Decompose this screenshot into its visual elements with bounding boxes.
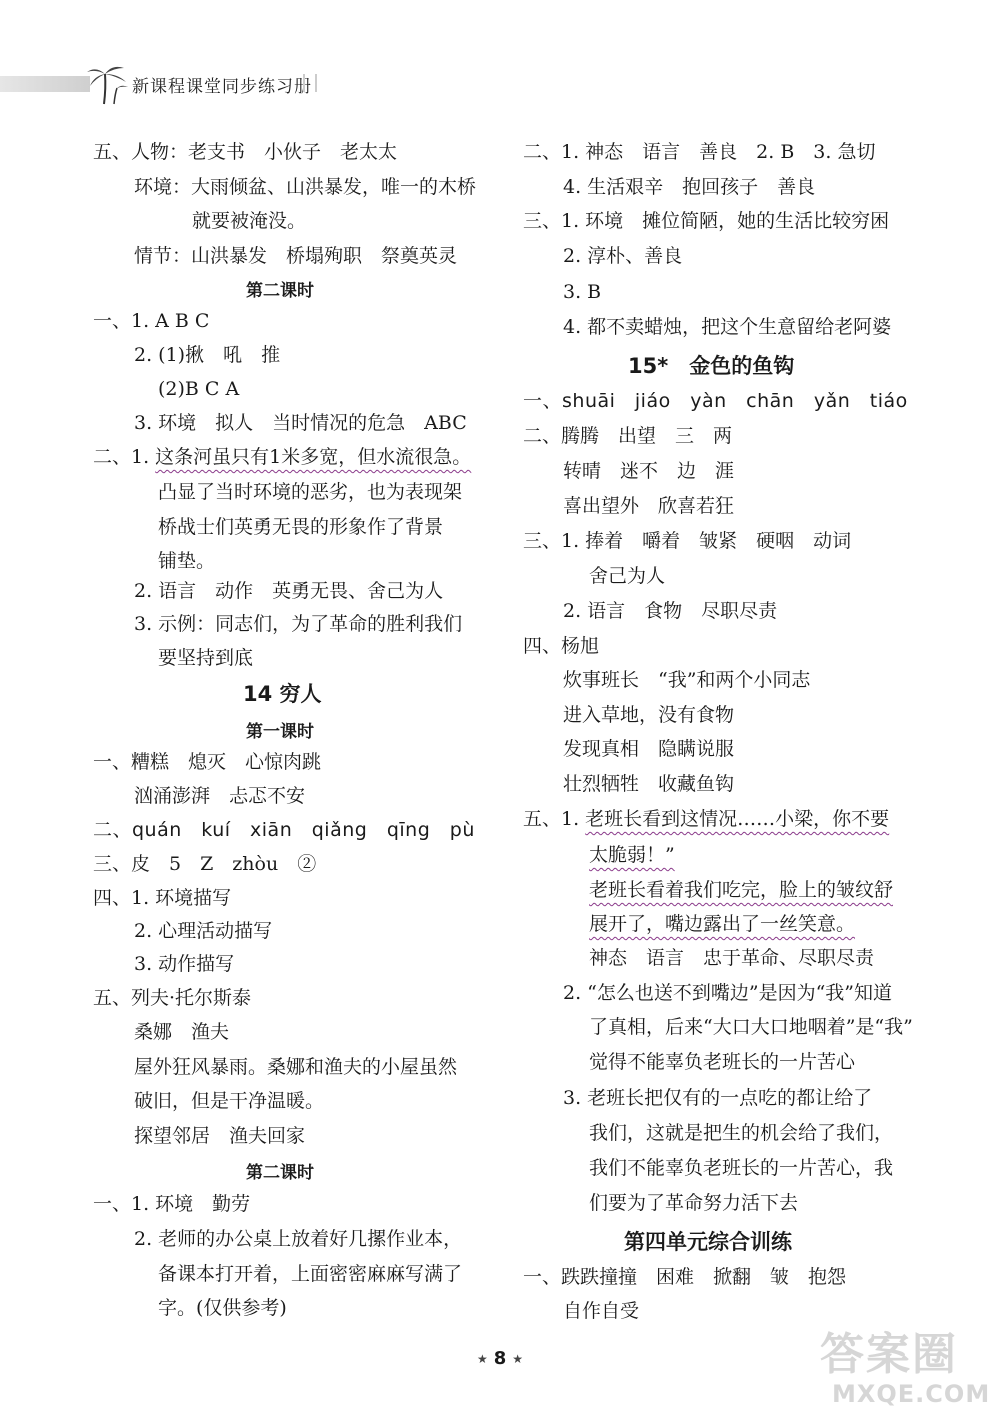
- wavy-underlined-text: 老班长看着我们吃完，脸上的皱纹舒: [589, 879, 894, 901]
- text-line: 觉得不能辜负老班长的一片苦心: [589, 1051, 856, 1073]
- text-line: 2. “怎么也送不到嘴边”是因为“我”知道: [563, 982, 893, 1004]
- header-title: 新课程课堂同步练习册: [132, 77, 312, 97]
- text-line: 破旧，但是干净温暖。: [134, 1090, 325, 1112]
- text-line: 四、1. 环境描写: [93, 887, 232, 909]
- text-line: 一、跌跌撞撞 困难 掀翻 皱 抱怨: [523, 1266, 847, 1288]
- text-line: [93, 444, 471, 470]
- text-line: 二、1. 神态 语言 善良 2. B 3. 急切: [523, 141, 876, 163]
- lesson-heading: 14 穷人: [243, 682, 322, 706]
- text-line: 们要为了革命努力活下去: [589, 1192, 799, 1214]
- text-line: 汹涌澎湃 忐忑不安: [134, 785, 306, 807]
- text-prefix: 二、1.: [93, 446, 156, 468]
- text-line: 2. 语言 食物 尽职尽责: [563, 600, 778, 622]
- watermark-logo-text: 答案圈: [820, 1329, 958, 1380]
- text-line: 三、皮 5 Z zhòu ②: [93, 853, 317, 875]
- text-line: 我们，这就是把生的机会给了我们，: [589, 1122, 894, 1144]
- star-icon: ★: [512, 1352, 524, 1366]
- text-line: 一、1. 环境 勤劳: [93, 1193, 251, 1215]
- text-line: 发现真相 隐瞒说服: [563, 738, 735, 760]
- section-heading: 第一课时: [246, 722, 314, 742]
- text-line: 了真相，后来“大口大口地咽着”是“我”: [589, 1016, 913, 1038]
- text-line: 2. 语言 动作 英勇无畏、舍己为人: [134, 580, 444, 602]
- text-line: 3. 环境 拟人 当时情况的危急 ABC: [134, 412, 467, 434]
- text-line: 进入草地，没有食物: [563, 704, 735, 726]
- text-line: 一、shuāi jiáo yàn chān yǎn tiáo: [523, 390, 908, 412]
- page-number: 8: [493, 1348, 507, 1369]
- text-line: 备课本打开着，上面密密麻麻写满了: [158, 1263, 463, 1285]
- text-line: 凸显了当时环境的恶劣，也为表现架: [158, 481, 463, 503]
- text-line: 我们不能辜负老班长的一片苦心，我: [589, 1157, 894, 1179]
- text-line: 探望邻居 渔夫回家: [134, 1125, 306, 1147]
- text-line: [523, 806, 889, 832]
- header-bar: [0, 76, 90, 92]
- text-line: 一、1. A B C: [93, 310, 210, 332]
- text-line: 四、杨旭: [523, 635, 600, 657]
- text-line: 铺垫。: [158, 550, 216, 572]
- text-line: 情节：山洪暴发 桥塌殉职 祭奠英灵: [134, 245, 458, 267]
- text-line: 喜出望外 欣喜若狂: [563, 495, 735, 517]
- text-line: 三、1. 捧着 嚼着 皱紧 硬咽 动词: [523, 530, 852, 552]
- text-line: 桑娜 渔夫: [134, 1021, 230, 1043]
- text-line: (2)B C A: [158, 378, 240, 400]
- text-line: 2. 淳朴、善良: [563, 245, 683, 267]
- text-line: 舍己为人: [589, 565, 666, 587]
- text-prefix: 五、1.: [523, 808, 586, 830]
- text-line: 3. 动作描写: [134, 953, 235, 975]
- text-line: 4. 生活艰辛 抱回孩子 善良: [563, 176, 816, 198]
- text-line: 二、腾腾 出望 三 两: [523, 425, 733, 447]
- watermark: [820, 1318, 995, 1418]
- text-line: 就要被淹没。: [192, 210, 307, 232]
- text-line: 屋外狂风暴雨。桑娜和渔夫的小屋虽然: [134, 1056, 458, 1078]
- text-line: 字。(仅供参考): [158, 1297, 287, 1319]
- text-line: 五、列夫·托尔斯泰: [93, 987, 252, 1009]
- wavy-underlined-text: 这条河虽只有1米多宽，但水流很急。: [155, 446, 472, 468]
- star-icon: ★: [476, 1352, 488, 1366]
- text-line: 环境：大雨倾盆、山洪暴发，唯一的木桥: [134, 176, 477, 198]
- header-divider: [303, 74, 317, 92]
- unit-heading: 第四单元综合训练: [624, 1230, 792, 1254]
- text-line: 3. 示例：同志们，为了革命的胜利我们: [134, 613, 463, 635]
- section-heading: 第二课时: [246, 281, 314, 301]
- text-line: 炊事班长 “我”和两个小同志: [563, 669, 811, 691]
- text-line: 要坚持到底: [158, 647, 254, 669]
- text-line: 二、quán kuí xiān qiǎng qīng pù: [93, 819, 475, 841]
- page-header: [0, 60, 1000, 110]
- text-line: 壮烈牺牲 收藏鱼钩: [563, 773, 735, 795]
- text-line: 2. 心理活动描写: [134, 920, 273, 942]
- wavy-underlined-text: 老班长看到这情况……小梁，你不要: [585, 808, 890, 830]
- text-line: 三、1. 环境 摊位简陋，她的生活比较穷困: [523, 210, 890, 232]
- wavy-underlined-text: 太脆弱！”: [589, 844, 675, 866]
- text-line: 4. 都不卖蜡烛，把这个生意留给老阿婆: [563, 316, 892, 338]
- text-line: 2. 老师的办公桌上放着好几摞作业本，: [134, 1228, 463, 1250]
- palm-tree-icon: [84, 60, 130, 106]
- text-line: 3. B: [563, 281, 602, 303]
- text-line: 转晴 迷不 边 涯: [563, 460, 735, 482]
- text-line: 3. 老班长把仅有的一点吃的都让给了: [563, 1087, 873, 1109]
- section-heading: 第二课时: [246, 1163, 314, 1183]
- text-line: 桥战士们英勇无畏的形象作了背景: [158, 516, 444, 538]
- text-line: 2. (1)揪 吼 推: [134, 344, 281, 366]
- text-line: 一、糟糕 熄灭 心惊肉跳: [93, 751, 322, 773]
- wavy-underlined-text: 展开了，嘴边露出了一丝笑意。: [589, 913, 856, 935]
- text-line: 五、人物：老支书 小伙子 老太太: [93, 141, 398, 163]
- text-line: 自作自受: [563, 1300, 640, 1322]
- watermark-url: MXQE.COM: [832, 1380, 991, 1408]
- lesson-heading: 15* 金色的鱼钩: [628, 354, 795, 378]
- text-line: 神态 语言 忠于革命、尽职尽责: [589, 947, 875, 969]
